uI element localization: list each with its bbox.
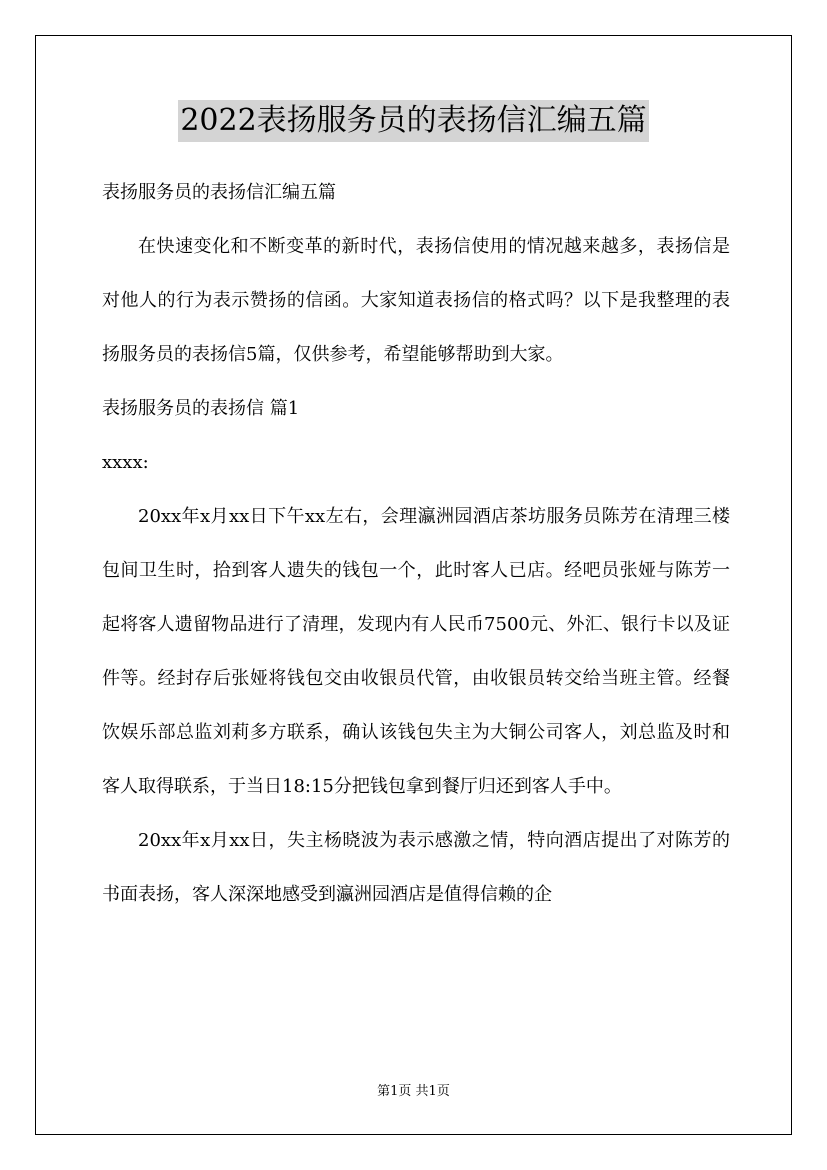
paragraph: 20xx年x月xx日，失主杨晓波为表示感激之情，特向酒店提出了对陈芳的书面表扬，客人深深地感受到瀛洲园酒店是值得信赖的企 xyxy=(102,830,730,905)
paragraph: 表扬服务员的表扬信 篇1 xyxy=(102,398,300,419)
paragraph: 在快速变化和不断变革的新时代，表扬信使用的情况越来越多，表扬信是对他人的行为表示赞扬的信函。大家知道表扬信的格式吗？以下是我整理的表扬服务员的表扬信5篇，仅供参考，希望能够帮助到大家。 xyxy=(102,236,730,365)
page-footer xyxy=(0,1083,827,1101)
document-body xyxy=(102,166,730,922)
paragraph: xxxx: xyxy=(102,452,149,473)
page-number: 第1页 共1页 xyxy=(377,1084,450,1099)
paragraph: 20xx年x月xx日下午xx左右，会理瀛洲园酒店茶坊服务员陈芳在清理三楼包间卫生时，拾到客人遗失的钱包一个，此时客人已店。经吧员张娅与陈芳一起将客人遗留物品进行了清理，发现内有人民币7500元、外汇、银行卡以及证件等。经封存后张娅将钱包交由收银员代管，由收银员转交给当班主管。经餐饮娱乐部总监刘莉多方联系，确认该钱包失主为大铜公司客人，刘总监及时和客人取得联系，于当日18:15分把钱包拿到餐厅归还到客人手中。 xyxy=(102,506,730,797)
title-container xyxy=(0,100,827,142)
paragraph: 表扬服务员的表扬信汇编五篇 xyxy=(102,182,336,203)
document-title: 2022表扬服务员的表扬信汇编五篇 xyxy=(178,100,648,142)
